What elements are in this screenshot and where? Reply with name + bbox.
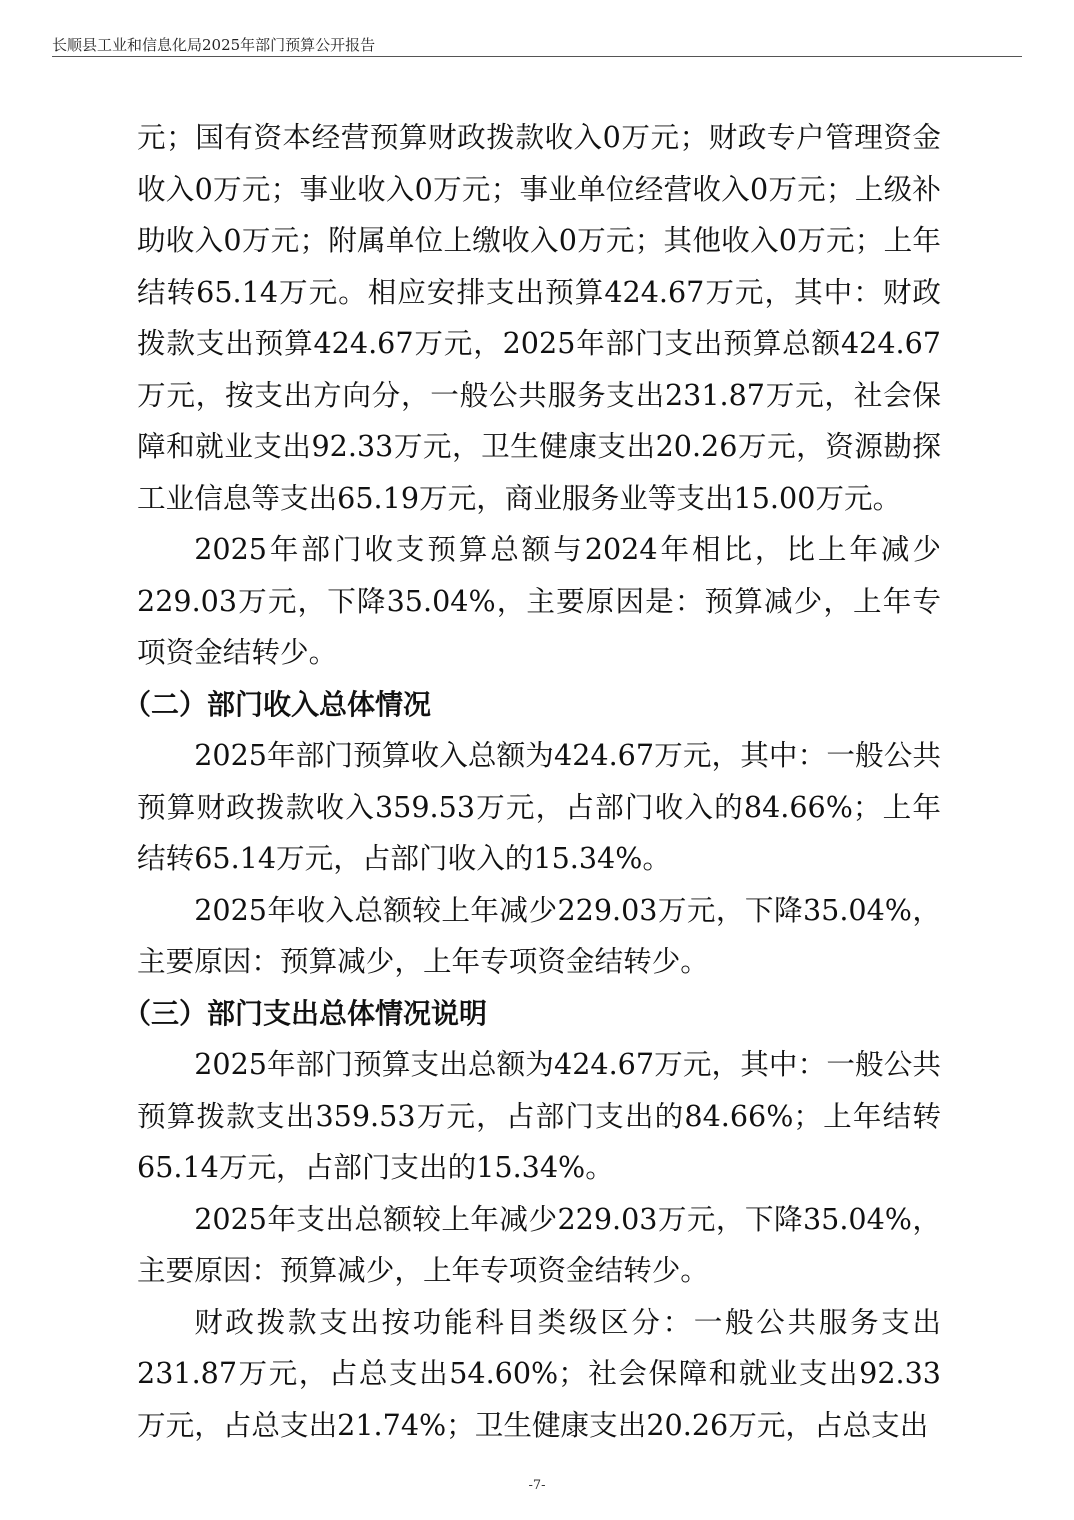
paragraph-budget-comparison: 2025年部门收支预算总额与2024年相比，比上年减少229.03万元，下降35.04%，主要原因是：预算减少，上年专项资金结转少。 [137,532,941,669]
paragraph-expenditure-change: 2025年支出总额较上年减少229.03万元，下降35.04%，主要原因：预算减少，上年专项资金结转少。 [137,1201,941,1287]
document-body [123,112,941,1451]
paragraph-income-breakdown: 元；国有资本经营预算财政拨款收入0万元；财政专户管理资金收入0万元；事业收入0万元；事业单位经营收入0万元；上级补助收入0万元；附属单位上缴收入0万元；其他收入0万元；上年结转65.14万元。相应安排支出预算424.67万元，其中：财政拨款支出预算424.67万元，2025年部门支出预算总额424.67万元，按支出方向分，一般公共服务支出231.87万元，社会保障和就业支出92.33万元，卫生健康支出20.26万元，资源勘探工业信息等支出65.19万元，商业服务业等支出15.00万元。 [137,120,941,515]
section-heading-expenditure: （三）部门支出总体情况说明 [123,996,488,1030]
paragraph-expenditure-total: 2025年部门预算支出总额为424.67万元，其中：一般公共预算拨款支出359.53万元，占部门支出的84.66%；上年结转65.14万元，占部门支出的15.34%。 [137,1047,941,1184]
page-header-title: 长顺县工业和信息化局2025年部门预算公开报告 [52,36,376,54]
paragraph-income-change: 2025年收入总额较上年减少229.03万元，下降35.04%，主要原因：预算减少，上年专项资金结转少。 [137,892,941,978]
paragraph-functional-classification: 财政拨款支出按功能科目类级区分：一般公共服务支出231.87万元，占总支出54.60%；社会保障和就业支出92.33万元，占总支出21.74%；卫生健康支出20.26万元，占总支出 [137,1304,941,1442]
section-heading-income: （二）部门收入总体情况 [123,687,432,721]
page-number: -7- [528,1478,546,1493]
paragraph-income-total: 2025年部门预算收入总额为424.67万元，其中：一般公共预算财政拨款收入359.53万元，占部门收入的84.66%；上年结转65.14万元，占部门收入的15.34%。 [137,738,941,875]
header-divider [52,56,1022,57]
